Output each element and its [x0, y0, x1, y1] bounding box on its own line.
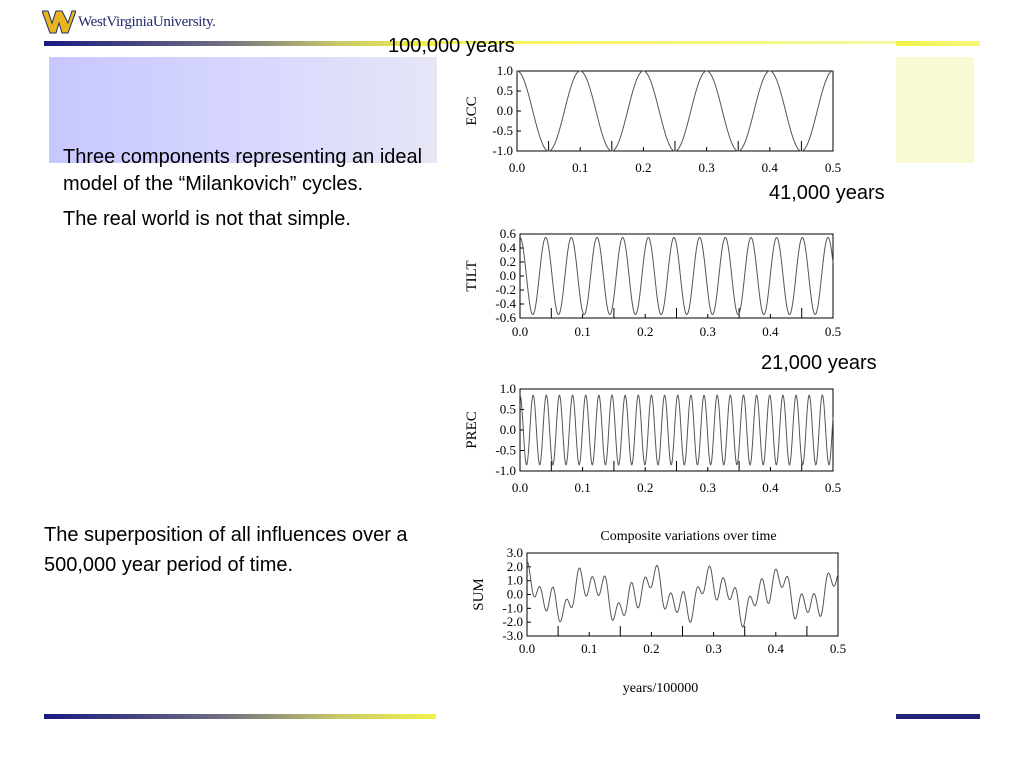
tilt-series-line [520, 238, 833, 315]
tilt-xtick-label: 0.3 [699, 324, 716, 339]
sum-title: Composite variations over time [600, 529, 777, 544]
sum-ytick-label: -3.0 [502, 628, 523, 643]
sum-chart [471, 529, 846, 696]
bottom-divider-left [44, 714, 436, 719]
ecc-period-label: 100,000 years [388, 35, 515, 57]
ecc-xtick-label: 0.3 [698, 160, 715, 175]
superposition-caption: The superposition of all influences over a 500,000 year period of time. [44, 524, 408, 576]
sum-xtick-label: 0.2 [643, 641, 660, 656]
prec-ytick-label: 0.0 [499, 422, 516, 437]
sum-ylabel: SUM [471, 578, 487, 611]
ecc-ytick-label: 1.0 [496, 63, 513, 78]
ecc-ytick-label: -0.5 [492, 123, 513, 138]
sum-xtick-label: 0.1 [581, 641, 598, 656]
sum-ytick-label: 0.0 [506, 586, 523, 602]
tilt-ytick-label: -0.6 [495, 310, 516, 325]
tilt-ytick-label: -0.2 [495, 282, 516, 297]
description-paragraph-2: The real world is not that simple. [63, 208, 351, 230]
ecc-xtick-label: 0.4 [761, 160, 778, 175]
tilt-ytick-label: -0.4 [495, 296, 516, 311]
ecc-xtick-label: 0.5 [824, 160, 842, 175]
prec-ytick-label: -1.0 [495, 463, 516, 478]
description-paragraph-1: Three components representing an ideal model of the “Milankovich” cycles. [63, 146, 423, 195]
logo-text: WestVirginiaUniversity. [78, 13, 216, 30]
tilt-chart [464, 226, 841, 339]
ecc-xtick-label: 0.0 [508, 160, 526, 175]
bottom-divider-right [896, 714, 980, 719]
prec-chart [464, 381, 841, 495]
tilt-xtick-label: 0.4 [762, 324, 779, 339]
tilt-ytick-label: 0.6 [499, 226, 516, 241]
tilt-xtick-label: 0.1 [574, 324, 591, 339]
sum-series-line [527, 561, 838, 627]
sum-ytick-label: -1.0 [502, 600, 523, 616]
tilt-xtick-label: 0.0 [511, 324, 529, 339]
sum-ytick-label: 2.0 [506, 558, 523, 574]
tilt-ytick-label: 0.2 [499, 254, 516, 269]
prec-ytick-label: 0.5 [499, 401, 516, 417]
ecc-chart [464, 63, 841, 175]
tilt-ytick-label: 0.0 [499, 268, 516, 283]
sum-xtick-label: 0.5 [829, 641, 847, 656]
tilt-period-label: 41,000 years [769, 182, 885, 204]
ecc-xtick-label: 0.2 [635, 160, 652, 175]
prec-xtick-label: 0.5 [824, 480, 842, 495]
prec-xtick-label: 0.2 [637, 480, 654, 495]
ecc-ytick-label: -1.0 [492, 143, 513, 158]
sum-xtick-label: 0.4 [767, 641, 784, 656]
prec-xtick-label: 0.3 [699, 480, 716, 495]
ecc-xtick-label: 0.1 [572, 160, 589, 175]
sum-xtick-label: 0.0 [518, 641, 536, 656]
sum-xtick-label: 0.3 [705, 641, 722, 656]
prec-xtick-label: 0.1 [574, 480, 591, 495]
ecc-ylabel: ECC [464, 96, 480, 126]
sum-ytick-label: -2.0 [502, 614, 523, 630]
tilt-xtick-label: 0.2 [637, 324, 654, 339]
prec-ytick-label: 1.0 [499, 381, 516, 396]
tilt-ylabel: TILT [464, 260, 480, 292]
ecc-ytick-label: 0.5 [496, 83, 513, 98]
sum-ytick-label: 3.0 [506, 545, 523, 560]
tilt-ytick-label: 0.4 [499, 240, 516, 255]
tilt-xtick-label: 0.5 [824, 324, 842, 339]
prec-xtick-label: 0.4 [762, 480, 779, 495]
sum-xlabel: years/100000 [622, 681, 699, 696]
prec-ytick-label: -0.5 [495, 442, 516, 458]
prec-xtick-label: 0.0 [511, 480, 529, 495]
prec-series-line [520, 395, 833, 465]
ecc-ytick-label: 0.0 [496, 103, 513, 118]
ecc-series-line [517, 71, 833, 151]
sum-ytick-label: 1.0 [506, 572, 523, 588]
prec-ylabel: PREC [464, 411, 480, 449]
prec-period-label: 21,000 years [761, 352, 877, 374]
